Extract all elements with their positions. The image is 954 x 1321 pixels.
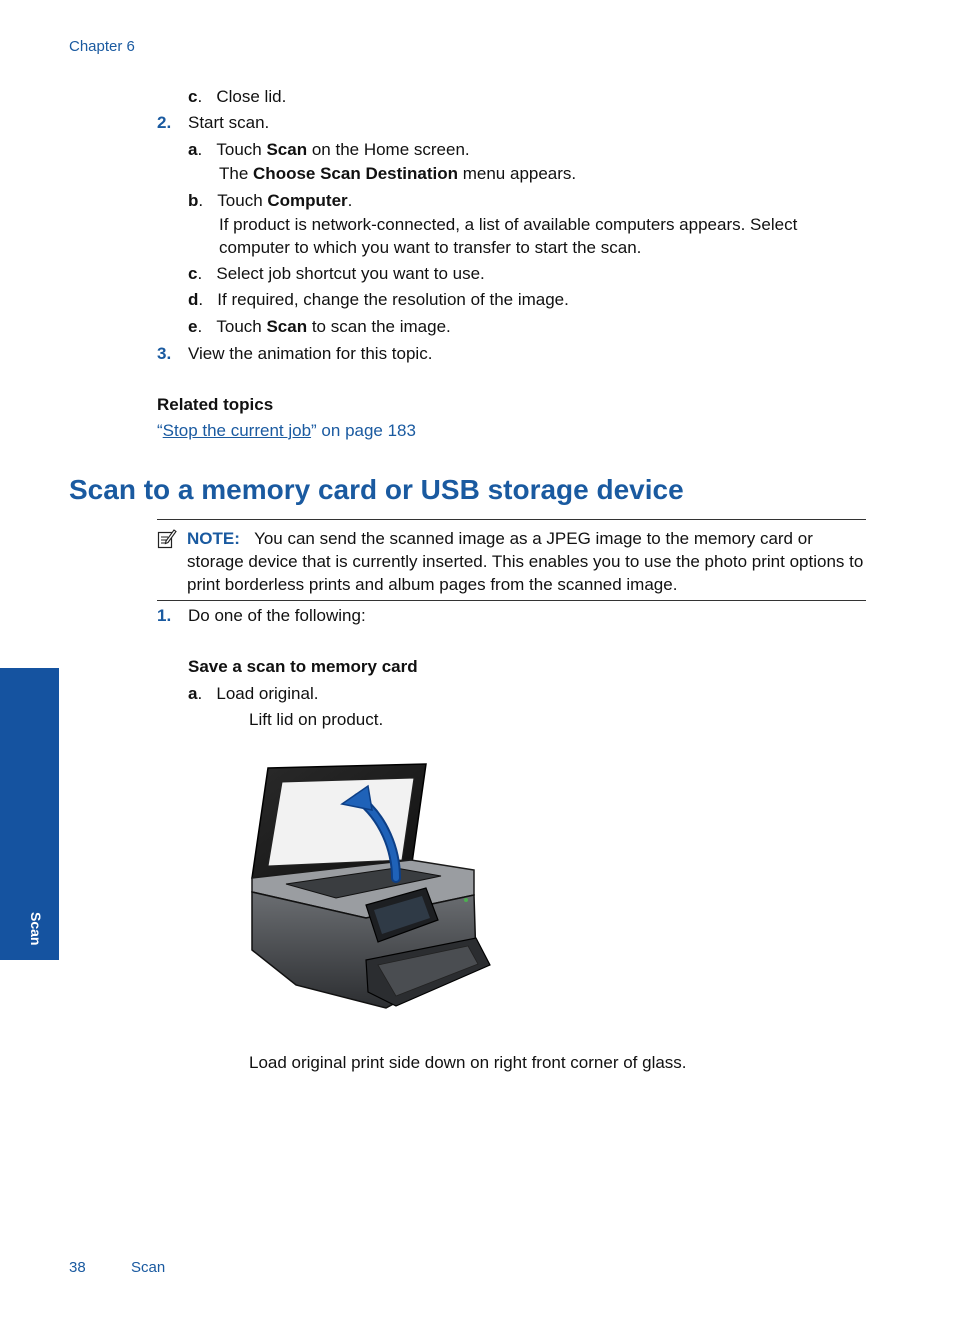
step-text: to scan the image. (307, 317, 451, 336)
side-tab-label: Scan (28, 912, 44, 946)
quote-mark: “ (157, 421, 163, 440)
note-body: You can send the scanned image as a JPEG image to the memory card or storage device that is currently inserted. This enables you to use the photo print options to print borderless prints and album pages from the scanned image. (187, 529, 864, 594)
step-bold: Scan (266, 317, 308, 336)
lift-lid-text: Lift lid on product. (249, 710, 384, 729)
note-label: NOTE: (187, 529, 240, 548)
step-letter: a (188, 684, 198, 703)
note-pencil-icon (157, 528, 177, 550)
step-number: 1. (157, 606, 172, 625)
step-bold: Computer (267, 191, 348, 210)
step-3-text: View the animation for this topic. (188, 344, 433, 363)
step-letter: c (188, 264, 198, 283)
section-title: Scan to a memory card or USB storage device (69, 474, 684, 505)
step-text: menu appears. (458, 164, 577, 183)
step-text: If required, change the resolution of the image. (217, 290, 569, 309)
step-number: 2. (157, 113, 172, 132)
note-text-block (187, 527, 867, 596)
step-b-detail-1: If product is network-connected, a list of available computers appears. Select (219, 215, 798, 234)
step-text: Load original. (216, 684, 319, 703)
page-number: 38 (69, 1259, 86, 1276)
step-2 (157, 113, 171, 133)
page-reference: ” on page 183 (311, 421, 416, 440)
step-text: Touch (217, 191, 268, 210)
step-e-touch-scan: e. Touch Scan to scan the image. (188, 317, 451, 336)
step-bold: Scan (266, 140, 308, 159)
chapter-header: Chapter 6 (69, 38, 135, 55)
printer-lid-open-illustration (246, 760, 496, 1018)
step-letter: a (188, 140, 198, 159)
stop-current-job-link[interactable]: Stop the current job (162, 421, 312, 440)
step-a-touch-scan: a. Touch Scan on the Home screen. (188, 140, 470, 159)
step-a-load-original: a. Load original. (188, 684, 319, 703)
step-3 (157, 344, 171, 364)
subheading-save-scan: Save a scan to memory card (188, 657, 418, 676)
step-bold: Choose Scan Destination (253, 164, 459, 183)
step-text: The (219, 164, 254, 183)
step-letter: c (188, 87, 198, 106)
step-text: Touch (216, 140, 267, 159)
related-topics-heading: Related topics (157, 395, 274, 414)
step-b-detail-2: computer to which you want to transfer to start the scan. (219, 238, 642, 257)
step-1-text: Do one of the following: (188, 606, 366, 625)
step-number: 3. (157, 344, 172, 363)
step-2-text: Start scan. (188, 113, 270, 132)
step-text: Select job shortcut you want to use. (216, 264, 485, 283)
step-text: on the Home screen. (307, 140, 470, 159)
step-text: . (347, 191, 353, 210)
load-original-caption: Load original print side down on right front corner of glass. (249, 1053, 687, 1072)
step-text: Touch (216, 317, 267, 336)
step-a-detail (219, 164, 576, 184)
step-b-touch-computer: b. Touch Computer. (188, 191, 353, 210)
step-1 (157, 606, 171, 626)
step-d-resolution: d. If required, change the resolution of the image. (188, 290, 569, 309)
footer-section: Scan (131, 1259, 166, 1276)
step-text: Close lid. (216, 87, 287, 106)
step-c-close-lid: c. Close lid. (188, 87, 287, 106)
note-top-rule (157, 519, 866, 520)
related-topic-item (157, 421, 416, 441)
note-bottom-rule (157, 600, 866, 601)
step-letter: d (188, 290, 199, 309)
step-c-select-shortcut: c. Select job shortcut you want to use. (188, 264, 485, 283)
step-letter: b (188, 191, 199, 210)
step-letter: e (188, 317, 198, 336)
